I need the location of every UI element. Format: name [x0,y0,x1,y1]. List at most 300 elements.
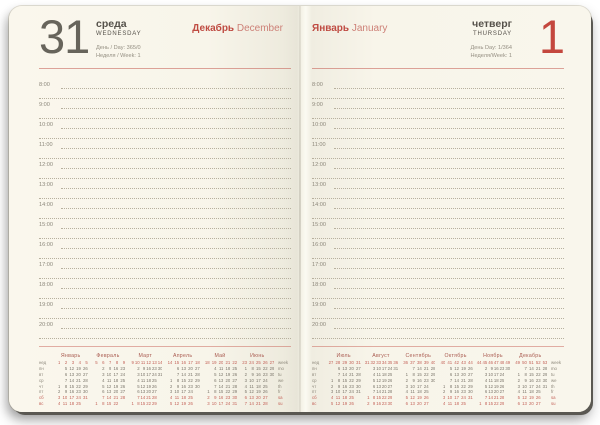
weekday-label: week [277,360,288,365]
mini-calendar-month [400,352,437,409]
time-label: 19:00 [39,302,53,308]
day-cell: 19 [461,365,466,371]
day-cell: 25 [262,383,268,389]
day-cell: 13 [522,401,527,407]
day-cell: 19 [381,377,387,383]
day-cell: 1 [330,377,334,383]
day-cell: 27 [151,389,157,395]
day-cell: 1 [405,371,409,377]
day-cell: 29 [232,389,238,395]
day-cell: 18 [342,395,348,401]
time-label: 15:00 [312,222,326,228]
day-cell: 2 [169,383,173,389]
day-cell: 2 [330,383,334,389]
day-cell: 25 [188,395,193,401]
day-cell: 17 [381,365,387,371]
day-cell [392,401,398,407]
mini-calendar-month [474,352,511,409]
time-slot-row [39,119,291,139]
week-number-cell: 43 [461,360,466,365]
day-cell: 16 [218,395,224,401]
day-cell: 3 [207,401,210,407]
day-cell: 22 [262,365,268,371]
day-cell: 23 [535,377,541,383]
week-number-cell: 2 [64,360,68,365]
day-cell: 6 [372,383,376,389]
weekday-label: вт [39,371,44,377]
day-cell: 8 [524,371,527,377]
day-cell: 24 [151,371,157,377]
day-row [513,401,547,407]
left-time-grid [39,79,291,339]
half-hour-line [312,328,564,339]
time-label: 14:00 [312,202,326,208]
day-cell [504,401,510,407]
day-cell: 19 [113,383,119,389]
day-cell: 15 [488,401,493,407]
day-cell: 18 [454,401,460,407]
day-cell: 22 [381,395,387,401]
day-cell: 26 [188,401,193,407]
day-cell [193,401,200,407]
day-cell: 22 [225,389,231,395]
mini-calendar-month-name: Октябрь [444,353,467,359]
time-label: 12:00 [312,162,326,168]
day-cell: 9 [109,365,112,371]
day-cell: 25 [387,371,393,377]
day-cell: 23 [120,365,126,371]
time-slot-row [312,179,564,199]
day-cell: 26 [468,365,473,371]
day-cell: 21 [349,371,354,377]
day-cell: 14 [488,395,493,401]
week-number-cell: 5 [95,360,98,365]
time-slot-row [312,199,564,219]
day-cell: 28 [262,401,268,407]
week-number-cell: 17 [188,360,193,365]
day-cell: 13 [454,371,460,377]
day-cell: 29 [356,377,361,383]
day-cell: 22 [461,383,466,389]
day-cell: 31 [83,395,88,401]
day-cell: 30 [269,371,275,377]
day-cell: 18 [113,377,119,383]
right-day-count: День Day: 1/364 [470,45,512,52]
day-cell: 6 [137,389,140,395]
day-row [476,401,510,407]
day-cell: 9 [490,365,493,371]
day-cell: 11 [376,371,381,377]
day-cell: 16 [454,389,460,395]
day-cell: 7 [412,365,415,371]
time-label: 10:00 [39,122,53,128]
week-number-cell: 38 [416,360,422,365]
day-cell: 10 [335,389,341,395]
day-cell: 26 [232,371,238,377]
day-cell: 25 [499,377,505,383]
day-cell: 2 [484,365,488,371]
calendar-weekday-labels [312,352,325,409]
right-header-rule [312,68,564,69]
day-cell [429,401,436,407]
day-cell: 26 [387,377,393,383]
day-cell: 14 [454,377,460,383]
time-label: 15:00 [39,222,53,228]
day-cell: 9 [142,365,146,371]
day-cell: 5 [137,383,140,389]
week-number-cell: 5 [85,360,88,365]
time-label: 18:00 [39,282,53,288]
week-number-cell: 22 [232,360,238,365]
day-cell: 19 [146,383,152,389]
weekday-label: tu [277,371,282,377]
week-number-cell: 48 [499,360,505,365]
day-cell: 13 [488,389,493,395]
week-number-cell: 35 [387,360,393,365]
weekday-label: нед [312,360,320,365]
week-number-cell: 14 [167,360,173,365]
day-cell: 12 [106,383,112,389]
day-cell: 17 [416,383,422,389]
day-cell: 30 [157,365,163,371]
day-cell: 23 [76,389,81,395]
day-cell: 19 [255,389,261,395]
day-row [91,401,125,407]
day-cell: 3 [102,371,105,377]
day-cell: 27 [356,365,361,371]
day-cell: 1 [169,377,173,383]
day-cell: 25 [120,377,126,383]
week-number-cell: 47 [493,360,499,365]
week-number-cell: 18 [204,360,210,365]
day-cell: 27 [120,389,126,395]
time-label: 8:00 [39,82,50,88]
day-cell: 30 [468,389,473,395]
day-cell: 20 [113,389,119,395]
day-cell: 4 [405,389,409,395]
day-cell: 8 [137,401,140,407]
day-cell: 23 [499,365,505,371]
day-cell: 8 [251,365,254,371]
day-cell: 10 [174,389,180,395]
day-cell: 25 [349,395,354,401]
day-cell: 8 [484,401,488,407]
week-number-cell: 29 [342,360,348,365]
day-cell: 7 [484,395,488,401]
left-week-count: Неделя / Week: 1 [96,53,141,60]
day-cell: 13 [410,401,415,407]
day-cell: 30 [542,377,548,383]
right-month-title [312,23,387,34]
week-number-cell: 24 [249,360,254,365]
time-slot-row [39,179,291,199]
right-weekday-en: THURSDAY [473,30,512,37]
day-cell: 9 [449,389,453,395]
day-cell: 9 [214,395,217,401]
day-cell: 2 [207,395,210,401]
day-cell: 6 [405,401,409,407]
day-cell: 3 [244,377,247,383]
day-cell: 1 [207,389,210,395]
day-cell: 3 [330,389,334,395]
day-cell: 25 [423,389,429,395]
day-cell: 4 [484,377,488,383]
day-cell: 22 [493,401,499,407]
day-cell: 19 [342,401,348,407]
day-cell: 31 [356,389,361,395]
left-footer-rule [39,346,291,347]
calendar-weekday-labels [39,352,52,409]
day-cell: 10 [376,365,381,371]
week-number-cell: 46 [488,360,493,365]
day-cell: 21 [535,365,541,371]
day-cell: 27 [232,377,238,383]
day-cell: 7 [176,371,180,377]
day-cell: 11 [218,365,224,371]
day-cell: 26 [499,383,505,389]
day-cell: 29 [468,383,473,389]
day-cell: 15 [454,383,460,389]
weekday-label: вт [312,371,317,377]
right-time-grid [312,79,564,339]
time-label: 20:00 [39,322,53,328]
weekday-label: week [550,360,561,365]
day-cell: 5 [517,395,520,401]
mini-calendar-month-name: Март [138,353,153,359]
day-cell: 15 [181,377,187,383]
day-cell: 9 [412,377,415,383]
week-number-cell: 37 [410,360,415,365]
day-cell: 1 [479,401,482,407]
half-hour-line [39,328,291,339]
day-cell: 6 [484,389,488,395]
time-slot-row [39,279,291,299]
left-weekday-en: WEDNESDAY [96,30,142,37]
day-row [401,401,435,407]
left-month-ru: Декабрь [192,23,235,34]
day-cell: 1 [367,395,370,401]
day-cell: 4 [169,395,173,401]
day-cell: 3 [484,371,488,377]
week-number-cell: 41 [447,360,453,365]
day-cell: 22 [76,383,81,389]
day-cell: 12 [249,389,254,395]
day-cell: 11 [174,395,180,401]
day-cell: 28 [430,365,436,371]
day-cell: 13 [181,365,187,371]
mini-calendar-month [362,352,399,409]
mini-calendar-month-name: Сентябрь [405,353,432,359]
day-cell: 7 [337,371,341,377]
day-cell: 30 [505,365,511,371]
time-label: 13:00 [312,182,326,188]
time-slot-row [39,219,291,239]
day-cell: 26 [262,389,268,395]
day-cell: 25 [535,389,541,395]
right-page-content [312,6,564,412]
day-cell: 2 [442,389,446,395]
day-cell: 29 [542,371,548,377]
day-row [327,401,361,407]
day-cell: 23 [381,401,387,407]
week-number-cell: 9 [131,360,134,365]
weekday-label: tu [550,371,555,377]
day-cell: 5 [449,365,453,371]
day-cell: 18 [381,371,387,377]
time-slot-row [39,139,291,159]
day-cell: 1 [244,365,247,371]
time-slot-row [39,299,291,319]
day-cell: 20 [146,389,152,395]
day-row [364,401,398,407]
day-cell: 1 [57,383,61,389]
day-cell: 11 [410,389,415,395]
day-cell: 9 [64,389,68,395]
day-cell: 18 [146,377,152,383]
day-cell: 4 [442,401,446,407]
day-cell: 23 [225,395,231,401]
day-cell: 20 [188,365,193,371]
week-number-cell: 19 [211,360,217,365]
time-slot-row [312,159,564,179]
day-cell: 22 [113,401,119,407]
day-cell: 28 [542,365,548,371]
day-cell: 21 [225,383,231,389]
left-mini-calendars [39,352,291,409]
day-cell: 4 [214,365,217,371]
day-cell: 14 [181,371,187,377]
left-month-en: December [236,23,283,34]
day-cell: 15 [528,371,534,377]
day-row [438,401,472,407]
weekday-label: пн [312,365,317,371]
day-cell: 11 [522,389,527,395]
weekday-label: ср [39,377,44,383]
day-cell: 22 [535,371,541,377]
week-number-cell: 51 [528,360,534,365]
time-slot-row [312,279,564,299]
week-number-cell: 4 [78,360,81,365]
day-cell: 21 [188,371,193,377]
day-cell: 24 [262,377,268,383]
day-cell: 13 [376,383,381,389]
day-cell: 28 [151,395,157,401]
day-cell: 2 [517,377,520,383]
day-cell: 2 [137,365,140,371]
mini-calendar-month [164,352,201,409]
day-row [128,401,162,407]
time-label: 11:00 [39,142,53,148]
day-cell: 18 [416,389,422,395]
day-cell: 7 [372,389,376,395]
mini-calendar-month [127,352,164,409]
day-cell: 1 [517,371,520,377]
week-number-cell: 34 [381,360,387,365]
day-cell: 20 [528,401,534,407]
day-cell: 8 [102,401,105,407]
mini-calendar-month-name: Август [372,353,390,359]
day-cell: 24 [349,389,354,395]
day-cell: 15 [218,389,224,395]
day-cell: 11 [140,377,146,383]
day-row [203,401,237,407]
day-row [165,401,199,407]
weekday-label: fr [550,389,554,395]
week-number-cell: 16 [181,360,187,365]
day-cell: 21 [461,377,466,383]
time-label: 8:00 [312,82,323,88]
day-cell: 7 [244,401,247,407]
day-cell: 18 [69,401,75,407]
day-cell: 7 [214,383,217,389]
day-cell: 22 [146,401,152,407]
weekday-label: we [277,377,284,383]
week-number-cell: 36 [393,360,399,365]
week-number-cell: 12 [146,360,152,365]
day-cell: 28 [83,377,88,383]
weekday-label: вс [312,401,317,407]
day-cell: 24 [461,395,466,401]
day-cell: 4 [102,377,105,383]
day-cell: 11 [106,377,112,383]
weekday-label: mo [550,365,557,371]
day-cell: 3 [442,395,446,401]
day-cell: 12 [522,395,527,401]
day-cell: 6 [214,377,217,383]
day-cell [268,401,275,407]
day-cell: 29 [387,395,393,401]
day-cell: 21 [76,377,81,383]
day-cell: 14 [342,371,348,377]
week-number-cell: 40 [440,360,446,365]
day-cell: 10 [522,383,527,389]
time-slot-row [39,239,291,259]
right-mini-calendars [312,352,564,409]
day-cell: 10 [62,395,68,401]
day-cell: 21 [423,365,429,371]
right-month-en: January [351,23,388,34]
day-cell: 27 [262,395,268,401]
time-slot-row [312,299,564,319]
day-cell: 27 [468,371,473,377]
day-cell: 24 [120,371,126,377]
day-cell: 14 [416,365,422,371]
day-cell: 24 [76,395,81,401]
week-number-cell: 52 [535,360,541,365]
day-cell [541,401,548,407]
time-label: 16:00 [39,242,53,248]
day-cell: 28 [499,395,505,401]
day-cell: 8 [64,383,68,389]
week-number-cell: 31 [356,360,361,365]
week-number-cell: 36 [403,360,409,365]
week-number-cell: 53 [542,360,548,365]
day-row [54,401,88,407]
day-cell: 12 [410,395,415,401]
mini-calendar-month [52,352,89,409]
weekday-label: чт [312,383,317,389]
time-slot-row [312,239,564,259]
time-label: 20:00 [312,322,326,328]
day-cell: 6 [64,371,68,377]
day-cell: 4 [57,401,61,407]
day-cell: 3 [405,383,409,389]
weekday-label: вс [39,401,44,407]
week-number-cell: 11 [140,360,146,365]
week-number-cell: 32 [370,360,376,365]
day-cell: 12 [454,365,460,371]
day-cell: 8 [372,395,376,401]
